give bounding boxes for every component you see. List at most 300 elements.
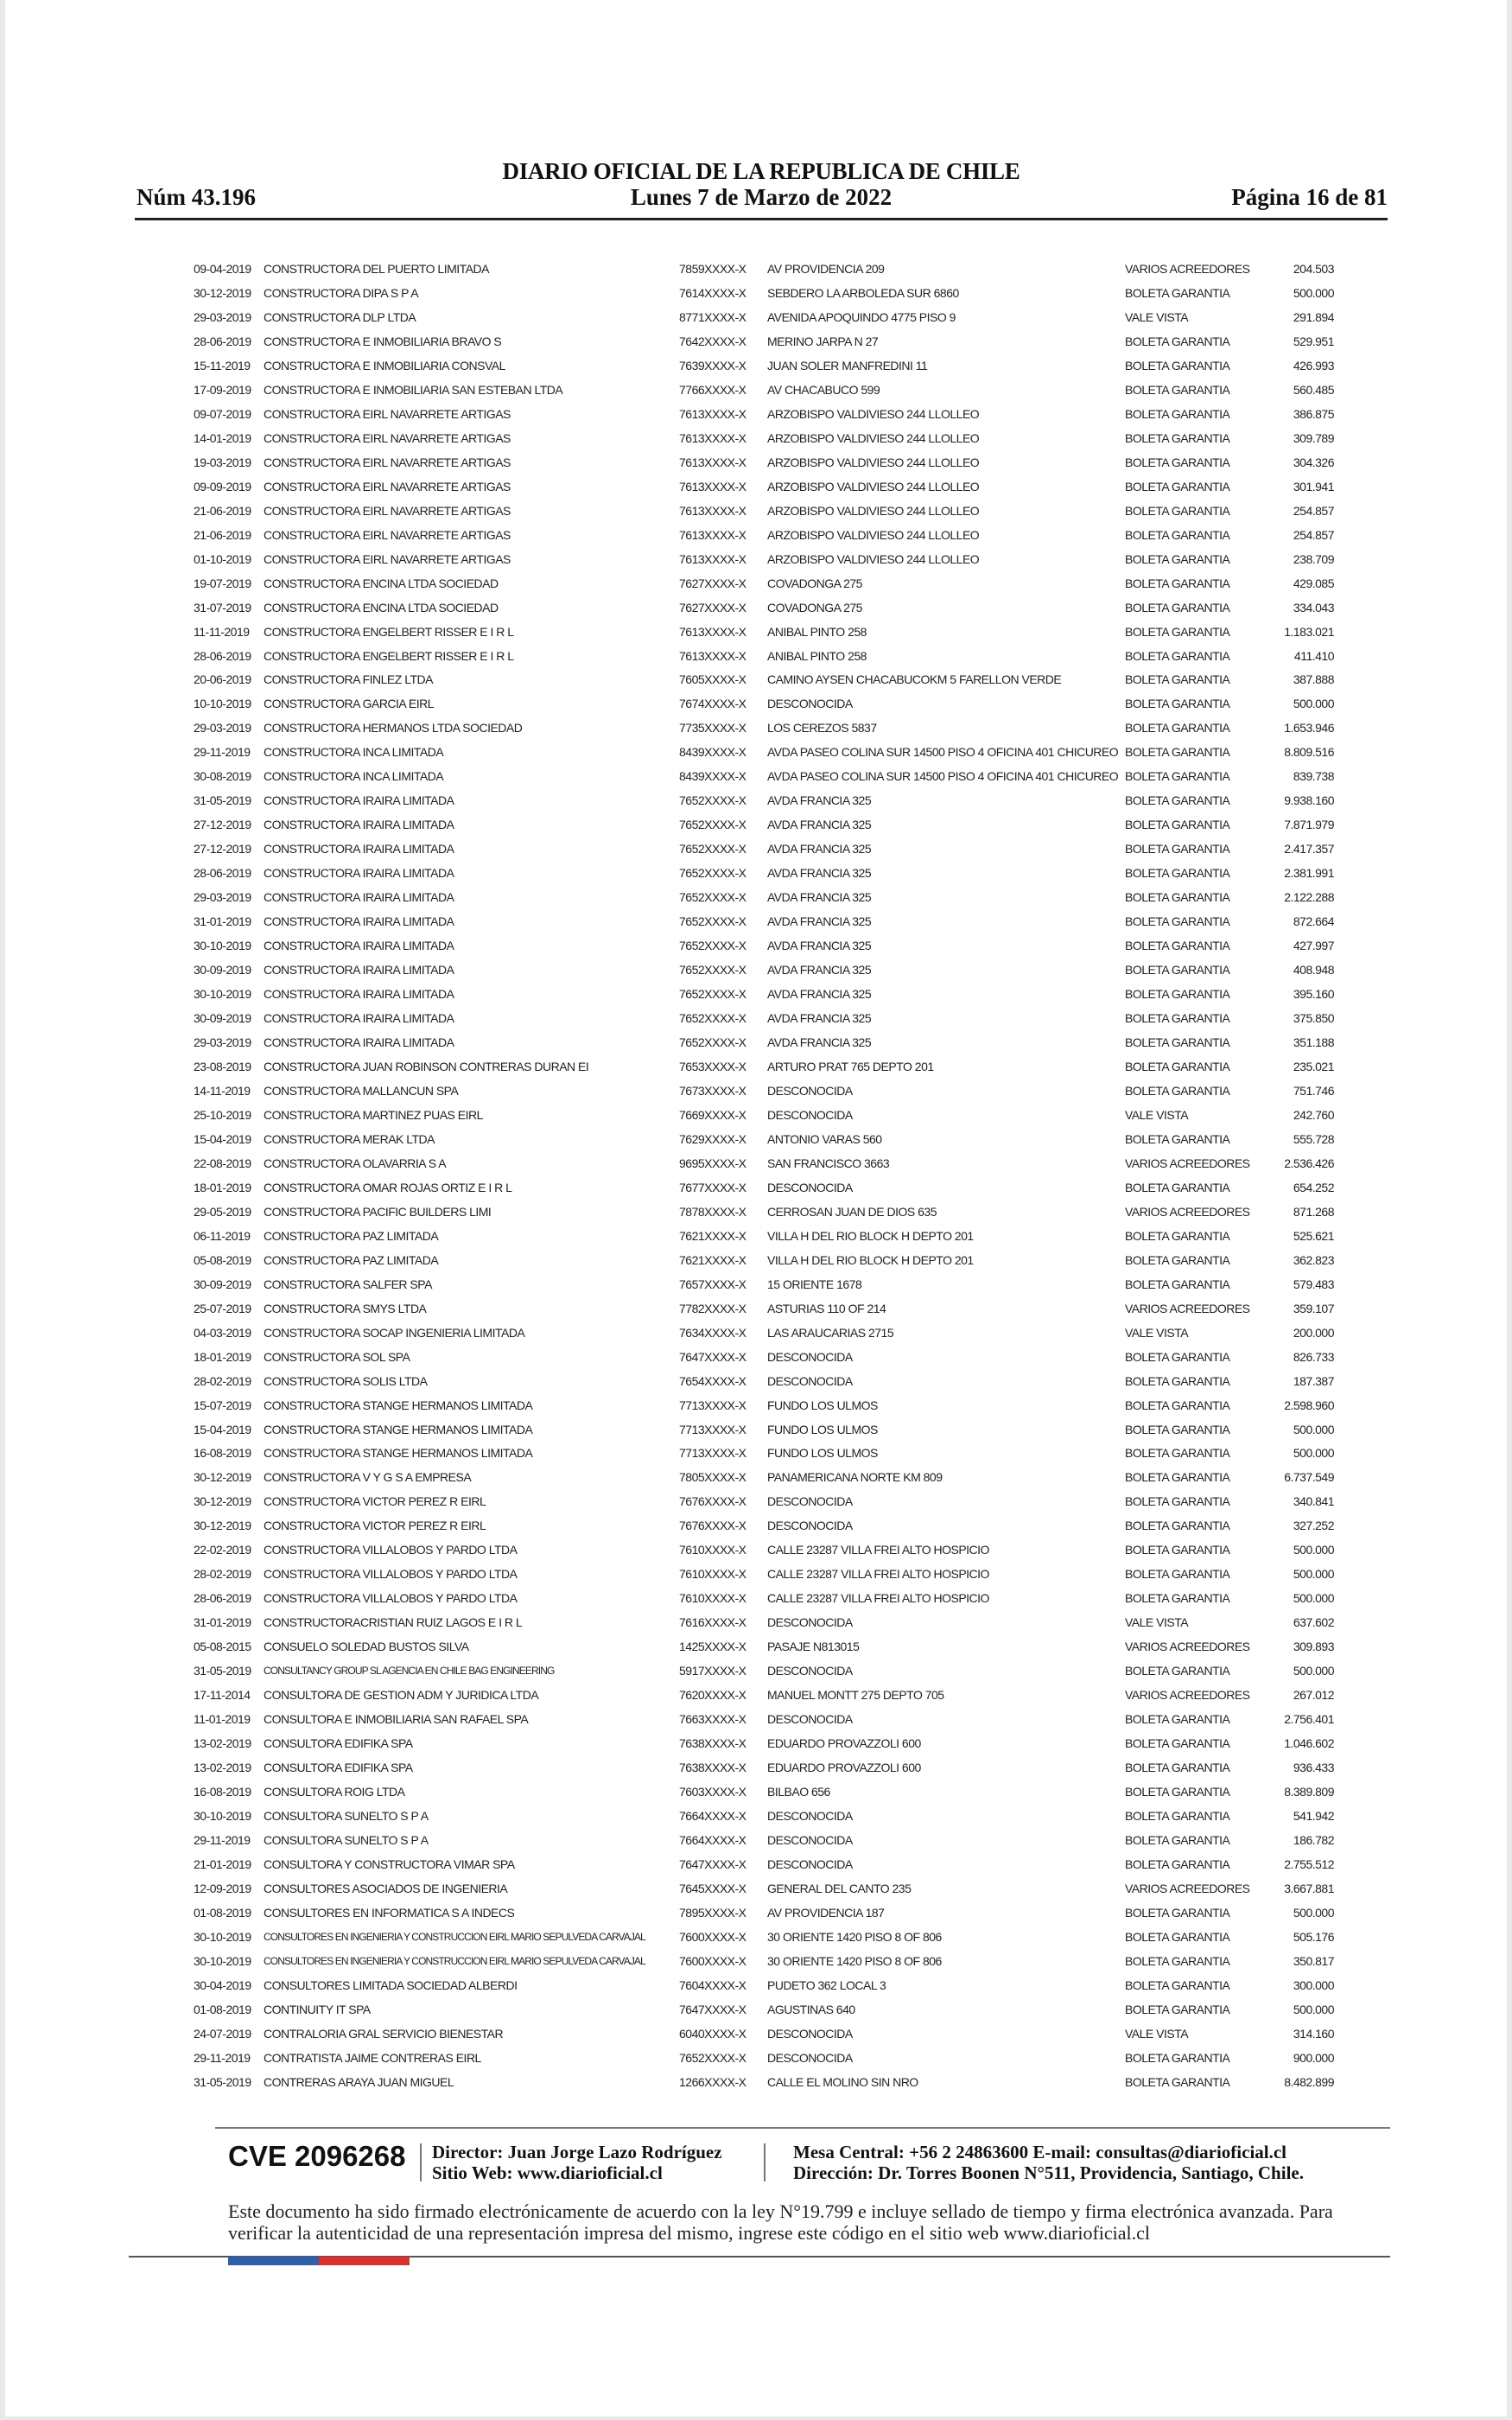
record-address: PUDETO 362 LOCAL 3 xyxy=(767,1977,886,1992)
record-amount: 300.000 xyxy=(1293,1977,1334,1992)
footer-separator xyxy=(420,2143,422,2181)
record-type: BOLETA GARANTIA xyxy=(1125,382,1230,397)
record-rut: 7647XXXX-X xyxy=(679,1349,746,1364)
record-rut: 8439XXXX-X xyxy=(679,745,746,760)
record-name: CONSTRUCTORA VILLALOBOS Y PARDO LTDA xyxy=(264,1591,518,1606)
record-date: 28-06-2019 xyxy=(194,866,251,881)
record-amount: 3.667.881 xyxy=(1284,1881,1334,1895)
record-address: DESCONOCIDA xyxy=(767,2050,853,2065)
record-address: DESCONOCIDA xyxy=(767,2026,853,2041)
record-address: ARZOBISPO VALDIVIESO 244 LLOLLEO xyxy=(767,551,980,566)
record-address: AVENIDA APOQUINDO 4775 PISO 9 xyxy=(767,309,956,324)
record-rut: 7616XXXX-X xyxy=(679,1615,746,1630)
record-date: 23-08-2019 xyxy=(194,1059,251,1073)
record-name: CONSTRUCTORA IRAIRA LIMITADA xyxy=(264,1035,454,1049)
color-bar-blue xyxy=(228,2257,319,2265)
record-date: 28-06-2019 xyxy=(194,334,251,348)
website-line[interactable]: Sitio Web: www.diarioficial.cl xyxy=(432,2162,663,2183)
record-type: VALE VISTA xyxy=(1125,2026,1189,2041)
record-rut: 7652XXXX-X xyxy=(679,1011,746,1026)
record-name: CONSTRUCTORA VICTOR PEREZ R EIRL xyxy=(264,1519,486,1533)
record-date: 30-04-2019 xyxy=(194,1977,251,1992)
record-type: BOLETA GARANTIA xyxy=(1125,1349,1230,1364)
table-row xyxy=(194,985,1334,1009)
record-address: AVDA FRANCIA 325 xyxy=(767,987,872,1002)
record-rut: 7673XXXX-X xyxy=(679,1083,746,1098)
record-amount: 2.756.401 xyxy=(1284,1712,1334,1727)
record-date: 30-10-2019 xyxy=(194,1929,251,1944)
table-row xyxy=(194,1058,1334,1082)
record-amount: 411.410 xyxy=(1293,648,1334,663)
record-amount: 7.871.979 xyxy=(1284,818,1334,832)
record-name: CONSULTORES ASOCIADOS DE INGENIERIA xyxy=(264,1881,508,1895)
record-address: DESCONOCIDA xyxy=(767,1180,853,1194)
record-type: BOLETA GARANTIA xyxy=(1125,2074,1230,2089)
record-type: BOLETA GARANTIA xyxy=(1125,576,1230,590)
record-rut: 7782XXXX-X xyxy=(679,1301,746,1315)
record-address: COVADONGA 275 xyxy=(767,576,862,590)
record-date: 29-11-2019 xyxy=(194,745,251,760)
record-name: CONSTRUCTORA DIPA S P A xyxy=(264,285,419,300)
record-amount: 427.997 xyxy=(1293,939,1334,953)
record-address: AVDA FRANCIA 325 xyxy=(767,818,872,832)
record-date: 31-07-2019 xyxy=(194,600,251,615)
record-rut: 7603XXXX-X xyxy=(679,1785,746,1799)
record-date: 29-03-2019 xyxy=(194,721,251,736)
record-type: BOLETA GARANTIA xyxy=(1125,1591,1230,1606)
record-name: CONSTRUCTORA IRAIRA LIMITADA xyxy=(264,987,454,1002)
record-type: VARIOS ACREEDORES xyxy=(1125,262,1250,276)
record-address: AVDA FRANCIA 325 xyxy=(767,939,872,953)
record-name: CONSTRUCTORA MERAK LTDA xyxy=(264,1131,435,1146)
record-name: CONSTRUCTORA IRAIRA LIMITADA xyxy=(264,914,454,929)
record-rut: 8771XXXX-X xyxy=(679,309,746,324)
record-address: FUNDO LOS ULMOS xyxy=(767,1422,878,1436)
record-rut: 7669XXXX-X xyxy=(679,1107,746,1122)
table-row xyxy=(194,1977,1334,2001)
record-address: AVDA FRANCIA 325 xyxy=(767,890,872,905)
record-amount: 500.000 xyxy=(1293,1664,1334,1678)
record-rut: 7652XXXX-X xyxy=(679,1035,746,1049)
record-amount: 637.602 xyxy=(1293,1615,1334,1630)
record-amount: 839.738 xyxy=(1293,769,1334,784)
color-bar-red xyxy=(319,2257,410,2265)
record-rut: 7653XXXX-X xyxy=(679,1059,746,1073)
record-amount: 8.389.809 xyxy=(1284,1785,1334,1799)
table-row xyxy=(194,405,1334,430)
record-address: AVDA FRANCIA 325 xyxy=(767,793,872,808)
record-rut: 7634XXXX-X xyxy=(679,1325,746,1340)
record-amount: 314.160 xyxy=(1293,2026,1334,2041)
record-address: DESCONOCIDA xyxy=(767,1349,853,1364)
records-table xyxy=(194,260,1334,2098)
record-date: 16-08-2019 xyxy=(194,1785,251,1799)
record-amount: 375.850 xyxy=(1293,1011,1334,1026)
record-rut: 7645XXXX-X xyxy=(679,1881,746,1895)
record-amount: 359.107 xyxy=(1293,1301,1334,1315)
record-date: 31-01-2019 xyxy=(194,1615,251,1630)
flag-color-bar xyxy=(228,2257,410,2265)
record-amount: 500.000 xyxy=(1293,1446,1334,1461)
record-type: BOLETA GARANTIA xyxy=(1125,1977,1230,1992)
record-date: 29-11-2019 xyxy=(194,1832,251,1847)
record-type: BOLETA GARANTIA xyxy=(1125,1083,1230,1098)
record-type: BOLETA GARANTIA xyxy=(1125,2002,1230,2016)
record-date: 11-01-2019 xyxy=(194,1712,251,1727)
record-amount: 304.326 xyxy=(1293,455,1334,469)
record-address: AVDA PASEO COLINA SUR 14500 PISO 4 OFICINA 401 CHICUREO xyxy=(767,769,1119,784)
record-date: 31-05-2019 xyxy=(194,793,251,808)
table-row xyxy=(194,478,1334,502)
record-address: ANTONIO VARAS 560 xyxy=(767,1131,882,1146)
record-address: ARTURO PRAT 765 DEPTO 201 xyxy=(767,1059,934,1073)
record-date: 20-06-2019 xyxy=(194,672,251,687)
record-amount: 579.483 xyxy=(1293,1277,1334,1291)
record-name: CONSTRUCTORA VICTOR PEREZ R EIRL xyxy=(264,1494,486,1509)
record-name: CONSTRUCTORA HERMANOS LTDA SOCIEDAD xyxy=(264,721,523,736)
table-row xyxy=(194,1517,1334,1541)
record-date: 25-07-2019 xyxy=(194,1301,251,1315)
record-address: AVDA FRANCIA 325 xyxy=(767,914,872,929)
record-address: DESCONOCIDA xyxy=(767,1494,853,1509)
record-name: CONSTRUCTORA PAZ LIMITADA xyxy=(264,1228,439,1243)
record-amount: 541.942 xyxy=(1293,1809,1334,1823)
record-amount: 871.268 xyxy=(1293,1204,1334,1219)
record-rut: 7647XXXX-X xyxy=(679,1856,746,1871)
record-type: BOLETA GARANTIA xyxy=(1125,963,1230,978)
table-row xyxy=(194,1735,1334,1759)
record-type: VALE VISTA xyxy=(1125,1107,1189,1122)
record-amount: 1.183.021 xyxy=(1284,624,1334,639)
record-type: BOLETA GARANTIA xyxy=(1125,600,1230,615)
record-type: BOLETA GARANTIA xyxy=(1125,334,1230,348)
record-address: ARZOBISPO VALDIVIESO 244 LLOLLEO xyxy=(767,455,980,469)
table-row xyxy=(194,1759,1334,1783)
record-rut: 7713XXXX-X xyxy=(679,1446,746,1461)
record-amount: 500.000 xyxy=(1293,1905,1334,1920)
record-name: CONSULTORA SUNELTO S P A xyxy=(264,1809,429,1823)
record-date: 05-08-2015 xyxy=(194,1640,251,1654)
table-row xyxy=(194,1372,1334,1397)
record-type: BOLETA GARANTIA xyxy=(1125,1011,1230,1026)
record-name: CONSTRUCTORA IRAIRA LIMITADA xyxy=(264,866,454,881)
record-date: 09-07-2019 xyxy=(194,406,251,421)
record-rut: 7627XXXX-X xyxy=(679,576,746,590)
record-rut: 7610XXXX-X xyxy=(679,1591,746,1606)
record-rut: 7613XXXX-X xyxy=(679,648,746,663)
table-row xyxy=(194,430,1334,454)
record-date: 12-09-2019 xyxy=(194,1881,251,1895)
record-type: VARIOS ACREEDORES xyxy=(1125,1156,1250,1170)
record-address: VILLA H DEL RIO BLOCK H DEPTO 201 xyxy=(767,1228,974,1243)
record-type: BOLETA GARANTIA xyxy=(1125,1373,1230,1388)
record-rut: 7620XXXX-X xyxy=(679,1688,746,1703)
table-row xyxy=(194,1589,1334,1614)
record-address: SEBDERO LA ARBOLEDA SUR 6860 xyxy=(767,285,959,300)
record-name: CONSTRUCTORA INCA LIMITADA xyxy=(264,769,444,784)
record-date: 29-05-2019 xyxy=(194,1204,251,1219)
record-address: ARZOBISPO VALDIVIESO 244 LLOLLEO xyxy=(767,406,980,421)
record-address: CALLE 23287 VILLA FREI ALTO HOSPICIO xyxy=(767,1567,989,1582)
record-type: BOLETA GARANTIA xyxy=(1125,455,1230,469)
record-type: VARIOS ACREEDORES xyxy=(1125,1204,1250,1219)
table-row xyxy=(194,719,1334,743)
record-amount: 186.782 xyxy=(1293,1832,1334,1847)
record-type: BOLETA GARANTIA xyxy=(1125,1664,1230,1678)
table-row xyxy=(194,1880,1334,1904)
record-type: VALE VISTA xyxy=(1125,1615,1189,1630)
record-address: CALLE EL MOLINO SIN NRO xyxy=(767,2074,918,2089)
record-rut: 7642XXXX-X xyxy=(679,334,746,348)
record-name: CONSTRUCTORA ENGELBERT RISSER E I R L xyxy=(264,648,514,663)
record-type: BOLETA GARANTIA xyxy=(1125,1422,1230,1436)
record-rut: 7600XXXX-X xyxy=(679,1929,746,1944)
record-amount: 2.536.426 xyxy=(1284,1156,1334,1170)
record-rut: 7647XXXX-X xyxy=(679,2002,746,2016)
record-rut: 7652XXXX-X xyxy=(679,818,746,832)
record-address: DESCONOCIDA xyxy=(767,1664,853,1678)
table-row xyxy=(194,1928,1334,1952)
record-address: DESCONOCIDA xyxy=(767,1809,853,1823)
record-date: 05-08-2019 xyxy=(194,1252,251,1267)
record-rut: 6040XXXX-X xyxy=(679,2026,746,2041)
record-date: 18-01-2019 xyxy=(194,1180,251,1194)
record-name: CONSTRUCTORA PAZ LIMITADA xyxy=(264,1252,439,1267)
record-rut: 7613XXXX-X xyxy=(679,455,746,469)
cve-code: CVE 2096268 xyxy=(228,2140,406,2172)
table-row xyxy=(194,2025,1334,2049)
record-amount: 900.000 xyxy=(1293,2050,1334,2065)
record-address: CALLE 23287 VILLA FREI ALTO HOSPICIO xyxy=(767,1543,989,1557)
record-date: 21-06-2019 xyxy=(194,527,251,542)
record-address: AGUSTINAS 640 xyxy=(767,2002,855,2016)
record-address: CALLE 23287 VILLA FREI ALTO HOSPICIO xyxy=(767,1591,989,1606)
record-name: CONSTRUCTORA SALFER SPA xyxy=(264,1277,432,1291)
record-name: CONSTRUCTORA GARCIA EIRL xyxy=(264,697,435,711)
record-address: DESCONOCIDA xyxy=(767,697,853,711)
record-rut: 7652XXXX-X xyxy=(679,914,746,929)
record-amount: 327.252 xyxy=(1293,1519,1334,1533)
record-rut: 7713XXXX-X xyxy=(679,1422,746,1436)
record-type: BOLETA GARANTIA xyxy=(1125,479,1230,494)
record-rut: 7805XXXX-X xyxy=(679,1470,746,1485)
table-row xyxy=(194,1444,1334,1468)
table-row xyxy=(194,1904,1334,1928)
record-amount: 340.841 xyxy=(1293,1494,1334,1509)
record-rut: 7652XXXX-X xyxy=(679,866,746,881)
record-address: DESCONOCIDA xyxy=(767,1615,853,1630)
record-name: CONSTRUCTORA JUAN ROBINSON CONTRERAS DURAN EI xyxy=(264,1059,589,1073)
table-row xyxy=(194,695,1334,719)
record-name: CONSULTORA ROIG LTDA xyxy=(264,1785,405,1799)
table-row xyxy=(194,526,1334,551)
record-date: 30-10-2019 xyxy=(194,1809,251,1823)
record-name: CONSULTORA EDIFIKA SPA xyxy=(264,1736,413,1751)
record-rut: 7627XXXX-X xyxy=(679,600,746,615)
record-date: 15-04-2019 xyxy=(194,1131,251,1146)
record-type: BOLETA GARANTIA xyxy=(1125,769,1230,784)
record-amount: 8.809.516 xyxy=(1284,745,1334,760)
record-date: 30-12-2019 xyxy=(194,1494,251,1509)
record-name: CONSTRUCTORA EIRL NAVARRETE ARTIGAS xyxy=(264,527,511,542)
record-rut: 7621XXXX-X xyxy=(679,1228,746,1243)
phone-email-line[interactable]: Mesa Central: +56 2 24863600 E-mail: consultas@diarioficial.cl xyxy=(793,2142,1287,2162)
record-name: CONSTRUCTORA MARTINEZ PUAS EIRL xyxy=(264,1107,483,1122)
record-date: 01-10-2019 xyxy=(194,551,251,566)
record-amount: 429.085 xyxy=(1293,576,1334,590)
record-date: 19-03-2019 xyxy=(194,455,251,469)
record-date: 31-01-2019 xyxy=(194,914,251,929)
table-row xyxy=(194,1251,1334,1276)
record-date: 22-08-2019 xyxy=(194,1156,251,1170)
record-type: BOLETA GARANTIA xyxy=(1125,430,1230,445)
record-rut: 7652XXXX-X xyxy=(679,793,746,808)
record-type: BOLETA GARANTIA xyxy=(1125,1567,1230,1582)
record-type: BOLETA GARANTIA xyxy=(1125,1785,1230,1799)
record-date: 28-02-2019 xyxy=(194,1373,251,1388)
record-date: 15-07-2019 xyxy=(194,1398,251,1412)
record-amount: 751.746 xyxy=(1293,1083,1334,1098)
record-rut: 7639XXXX-X xyxy=(679,358,746,373)
record-date: 06-11-2019 xyxy=(194,1228,251,1243)
record-date: 01-08-2019 xyxy=(194,2002,251,2016)
record-rut: 7652XXXX-X xyxy=(679,890,746,905)
record-amount: 291.894 xyxy=(1293,309,1334,324)
record-amount: 395.160 xyxy=(1293,987,1334,1002)
record-type: BOLETA GARANTIA xyxy=(1125,2050,1230,2065)
record-name: CONSTRUCTORA EIRL NAVARRETE ARTIGAS xyxy=(264,503,511,518)
table-row xyxy=(194,1662,1334,1686)
record-rut: 7878XXXX-X xyxy=(679,1204,746,1219)
record-amount: 350.817 xyxy=(1293,1953,1334,1968)
record-type: BOLETA GARANTIA xyxy=(1125,1519,1230,1533)
record-date: 28-06-2019 xyxy=(194,648,251,663)
record-rut: 8439XXXX-X xyxy=(679,769,746,784)
table-row xyxy=(194,1493,1334,1517)
record-name: CONSULTORES LIMITADA SOCIEDAD ALBERDI xyxy=(264,1977,518,1992)
table-row xyxy=(194,864,1334,888)
table-row xyxy=(194,1614,1334,1638)
record-amount: 254.857 xyxy=(1293,503,1334,518)
table-row xyxy=(194,1421,1334,1445)
record-address: SAN FRANCISCO 3663 xyxy=(767,1156,890,1170)
record-date: 09-09-2019 xyxy=(194,479,251,494)
record-address: LOS CEREZOS 5837 xyxy=(767,721,877,736)
record-address: EDUARDO PROVAZZOLI 600 xyxy=(767,1736,921,1751)
table-row xyxy=(194,937,1334,961)
record-amount: 500.000 xyxy=(1293,1567,1334,1582)
table-row xyxy=(194,1856,1334,1880)
record-address: PASAJE N813015 xyxy=(767,1640,860,1654)
record-address: AV CHACABUCO 599 xyxy=(767,382,880,397)
record-date: 18-01-2019 xyxy=(194,1349,251,1364)
record-amount: 200.000 xyxy=(1293,1325,1334,1340)
record-rut: 7652XXXX-X xyxy=(679,963,746,978)
record-type: BOLETA GARANTIA xyxy=(1125,1494,1230,1509)
table-row xyxy=(194,647,1334,672)
record-address: ANIBAL PINTO 258 xyxy=(767,624,867,639)
page-footer xyxy=(228,2135,1386,2195)
record-amount: 235.021 xyxy=(1293,1059,1334,1073)
record-date: 30-09-2019 xyxy=(194,963,251,978)
record-name: CONSTRUCTORA E INMOBILIARIA SAN ESTEBAN LTDA xyxy=(264,382,563,397)
record-type: BOLETA GARANTIA xyxy=(1125,866,1230,881)
table-row xyxy=(194,1082,1334,1106)
table-row xyxy=(194,1034,1334,1058)
table-row xyxy=(194,381,1334,405)
record-date: 13-02-2019 xyxy=(194,1761,251,1775)
table-row xyxy=(194,502,1334,526)
record-rut: 7613XXXX-X xyxy=(679,624,746,639)
record-amount: 254.857 xyxy=(1293,527,1334,542)
table-row xyxy=(194,2001,1334,2025)
record-address: 15 ORIENTE 1678 xyxy=(767,1277,862,1291)
record-type: BOLETA GARANTIA xyxy=(1125,1180,1230,1194)
record-amount: 500.000 xyxy=(1293,697,1334,711)
record-amount: 8.482.899 xyxy=(1284,2074,1334,2089)
record-address: DESCONOCIDA xyxy=(767,1856,853,1871)
record-date: 29-11-2019 xyxy=(194,2050,251,2065)
record-date: 16-08-2019 xyxy=(194,1446,251,1461)
record-amount: 936.433 xyxy=(1293,1761,1334,1775)
table-row xyxy=(194,1468,1334,1493)
record-address: ASTURIAS 110 OF 214 xyxy=(767,1301,886,1315)
record-amount: 529.951 xyxy=(1293,334,1334,348)
record-type: VARIOS ACREEDORES xyxy=(1125,1640,1250,1654)
record-rut: 7652XXXX-X xyxy=(679,939,746,953)
record-rut: 7859XXXX-X xyxy=(679,262,746,276)
table-row xyxy=(194,1203,1334,1227)
record-type: BOLETA GARANTIA xyxy=(1125,697,1230,711)
record-type: BOLETA GARANTIA xyxy=(1125,1059,1230,1073)
record-rut: 7613XXXX-X xyxy=(679,527,746,542)
record-type: BOLETA GARANTIA xyxy=(1125,672,1230,687)
record-address: ARZOBISPO VALDIVIESO 244 LLOLLEO xyxy=(767,503,980,518)
record-type: BOLETA GARANTIA xyxy=(1125,793,1230,808)
record-name: CONSTRUCTORA SOL SPA xyxy=(264,1349,410,1364)
record-name: CONSTRUCTORA IRAIRA LIMITADA xyxy=(264,818,454,832)
record-name: CONSTRUCTORA STANGE HERMANOS LIMITADA xyxy=(264,1398,533,1412)
record-rut: 7664XXXX-X xyxy=(679,1832,746,1847)
record-amount: 826.733 xyxy=(1293,1349,1334,1364)
record-name: CONSULTORA SUNELTO S P A xyxy=(264,1832,429,1847)
table-row xyxy=(194,888,1334,913)
record-address: FUNDO LOS ULMOS xyxy=(767,1446,878,1461)
record-rut: 7614XXXX-X xyxy=(679,285,746,300)
table-row xyxy=(194,1227,1334,1251)
table-row xyxy=(194,1686,1334,1710)
newspaper-title: DIARIO OFICIAL DE LA REPUBLICA DE CHILE xyxy=(502,158,1020,184)
record-type: BOLETA GARANTIA xyxy=(1125,551,1230,566)
record-date: 22-02-2019 xyxy=(194,1543,251,1557)
record-amount: 500.000 xyxy=(1293,1591,1334,1606)
record-name: CONTRATISTA JAIME CONTRERAS EIRL xyxy=(264,2050,481,2065)
record-amount: 654.252 xyxy=(1293,1180,1334,1194)
table-row xyxy=(194,1952,1334,1977)
record-amount: 334.043 xyxy=(1293,600,1334,615)
record-address: AVDA PASEO COLINA SUR 14500 PISO 4 OFICINA 401 CHICUREO xyxy=(767,745,1119,760)
record-type: VALE VISTA xyxy=(1125,309,1189,324)
record-address: MERINO JARPA N 27 xyxy=(767,334,879,348)
record-date: 14-11-2019 xyxy=(194,1083,251,1098)
page-header xyxy=(135,158,1388,217)
record-name: CONSTRUCTORA SOCAP INGENIERIA LIMITADA xyxy=(264,1325,525,1340)
table-row xyxy=(194,1831,1334,1856)
document-page xyxy=(5,0,1507,2417)
record-name: CONSTRUCTORA IRAIRA LIMITADA xyxy=(264,963,454,978)
record-rut: 1266XXXX-X xyxy=(679,2074,746,2089)
record-rut: 7638XXXX-X xyxy=(679,1761,746,1775)
